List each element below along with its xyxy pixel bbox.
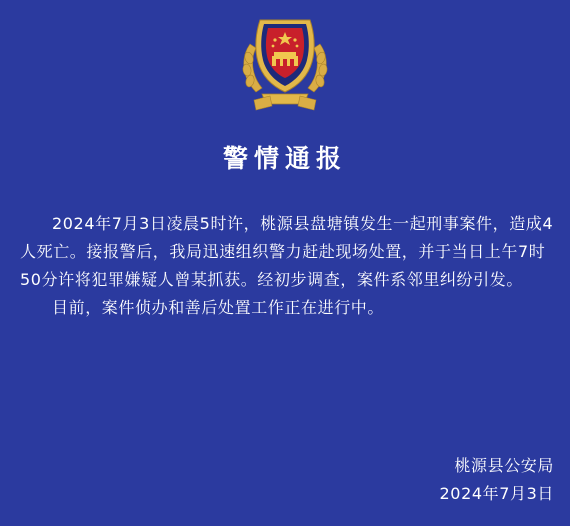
notice-paragraph-1: 2024年7月3日凌晨5时许，桃源县盘塘镇发生一起刑事案件，造成4人死亡。接报警后，我局迅速组织警力赶赴现场处置，并于当日上午7时50分许将犯罪嫌疑人曾某抓获。经初步调查，案件系邻里纠纷引发。 xyxy=(20,214,554,289)
issuer-name: 桃源县公安局 xyxy=(454,456,554,475)
issue-date: 2024年7月3日 xyxy=(439,484,554,503)
notice-title: 警情通报 xyxy=(222,144,347,173)
police-emblem-icon xyxy=(232,14,338,114)
notice-body xyxy=(20,210,556,322)
signature-block xyxy=(440,452,554,508)
notice-paragraph-2: 目前，案件侦办和善后处置工作正在进行中。 xyxy=(52,298,385,317)
